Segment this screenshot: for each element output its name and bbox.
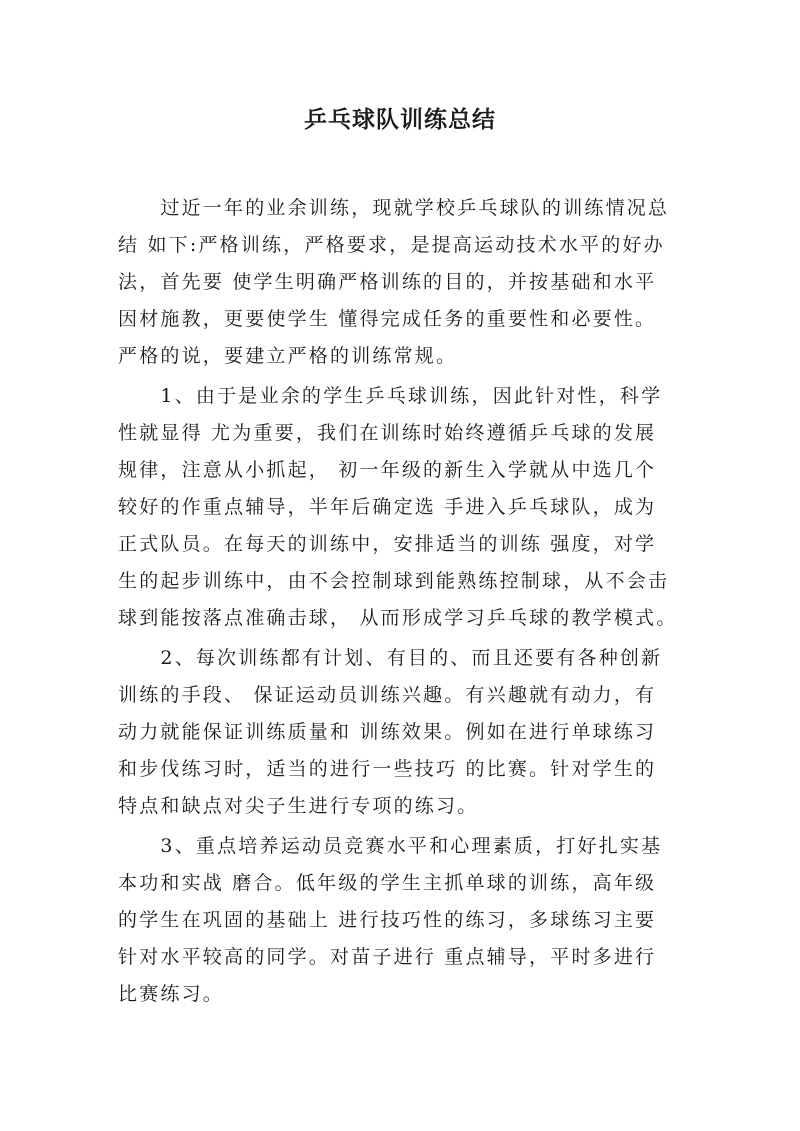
paragraph-point-2 <box>118 640 688 825</box>
text-line: 和步伐练习时，适当的进行一些技巧 的比赛。针对学生的 <box>118 758 657 780</box>
text-line: 3、重点培养运动员竞赛水平和心理素质，打好扎实基 <box>118 835 663 857</box>
text-line: 结 如下:严格训练，严格要求，是提高运动技术水平的好办 <box>118 234 665 256</box>
text-line: 因材施教，更要使学生 懂得完成任务的重要性和必要性。 <box>118 308 657 330</box>
text-line: 针对水平较高的同学。对苗子进行 重点辅导，平时多进行 <box>118 946 657 968</box>
paragraph-point-3 <box>118 828 688 1013</box>
text-line: 比赛练习。 <box>118 983 225 1005</box>
text-line: 较好的作重点辅导，半年后确定选 手进入乒乓球队，成为 <box>118 496 657 518</box>
text-line: 性就显得 尤为重要，我们在训练时始终遵循乒乓球的发展 <box>118 422 657 444</box>
paragraph-intro <box>118 190 688 375</box>
text-line: 生的起步训练中，由不会控制球到能熟练控制球，从不会击 <box>118 570 670 592</box>
text-line: 特点和缺点对尖子生进行专项的练习。 <box>118 795 479 817</box>
text-line: 法，首先要 使学生明确严格训练的目的，并按基础和水平 <box>118 271 657 293</box>
text-line: 2、每次训练都有计划、有目的、而且还要有各种创新 <box>118 647 663 669</box>
text-line: 过近一年的业余训练，现就学校乒乓球队的训练情况总 <box>118 197 670 219</box>
text-line: 严格的说，要建立严格的训练常规。 <box>118 345 458 367</box>
text-line: 训练的手段、 保证运动员训练兴趣。有兴趣就有动力，有 <box>118 684 657 706</box>
text-line: 规律，注意从小抓起， 初一年级的新生入学就从中选几个 <box>118 459 657 481</box>
text-line: 动力就能保证训练质量和 训练效果。例如在进行单球练习 <box>118 721 657 743</box>
document-title: 乒乓球队训练总结 <box>304 107 496 133</box>
paragraph-point-1 <box>118 378 688 637</box>
text-line: 1、由于是业余的学生乒乓球训练，因此针对性，科学 <box>118 385 663 407</box>
text-line: 本功和实战 磨合。低年级的学生主抓单球的训练，高年级 <box>118 872 657 894</box>
document-body <box>118 190 688 1013</box>
text-line: 的学生在巩固的基础上 进行技巧性的练习，多球练习主要 <box>118 909 657 931</box>
text-line: 正式队员。在每天的训练中，安排适当的训练 强度，对学 <box>118 533 657 555</box>
text-line: 球到能按落点准确击球， 从而形成学习乒乓球的教学模式。 <box>118 607 678 629</box>
